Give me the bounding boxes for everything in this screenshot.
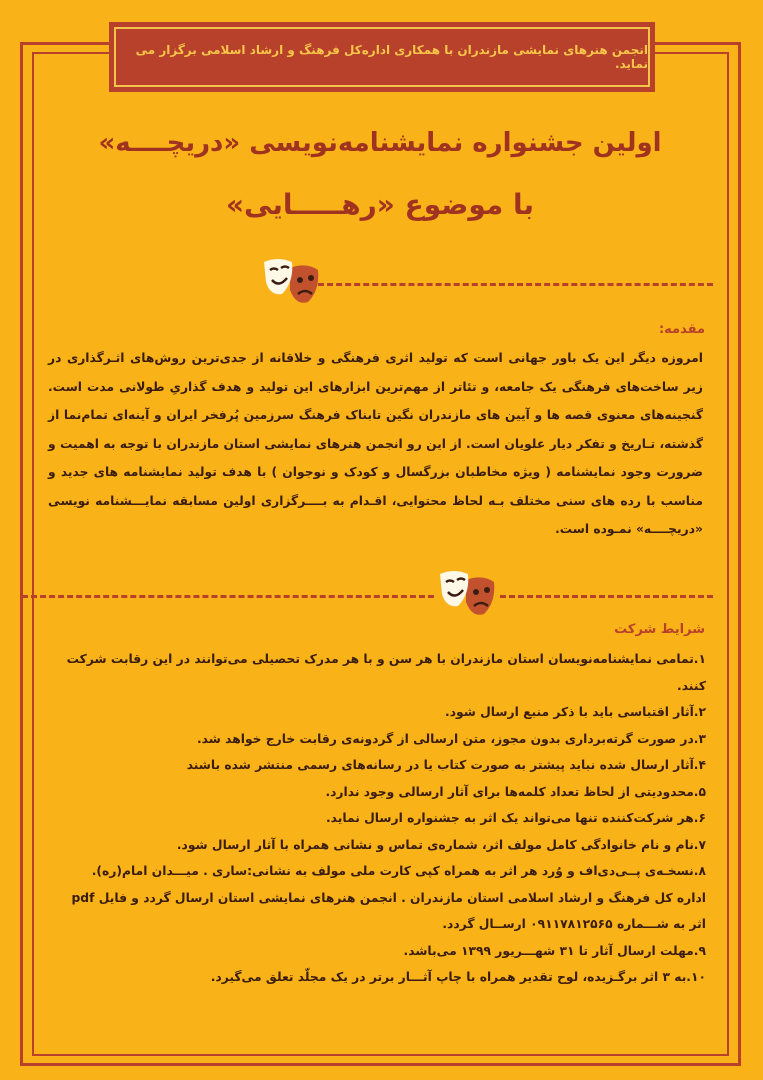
divider-1: [318, 283, 713, 286]
list-item: ۳.در صورت گرته‌برداری بدون مجوز، متن ارسالی از گردونه‌ی رقابت خارج خواهد شد.: [196, 731, 706, 746]
list-item: ۴.آثار ارسال شده نباید پیشتر به صورت کتاب یا در رسانه‌های رسمی منتشر شده باشند: [186, 758, 706, 772]
divider-2-left: [22, 595, 434, 598]
divider-2-right: [500, 595, 713, 598]
banner-text: انجمن هنرهای نمایشی مازندران با همکاری اداره‌کل فرهنگ و ارشاد اسلامی برگزار می نماید.: [114, 27, 650, 87]
list-item: ۱.تمامی نمایشنامه‌نویسان استان مازندران با هر سن و با هر مدرک تحصیلی می‌توانند در این رقابت شرکت کنند.: [66, 652, 706, 693]
list-item: ۲.آثار اقتباسی باید با ذکر منبع ارسال شود.: [445, 705, 706, 719]
list-item: ۹.مهلت ارسال آثار تا ۳۱ شهـــریور ۱۳۹۹ می‌باشد.: [403, 943, 706, 958]
conditions-label: شرایط شرکت: [614, 622, 705, 637]
list-item: ۶.هر شرکت‌کننده تنها می‌تواند یک اثر به جشنواره ارسال نماید.: [325, 811, 706, 825]
festival-title: اولین جشنواره نمایشنامه‌نویسی «دریچــــه»: [98, 128, 662, 158]
intro-paragraph: امروزه دیگر این یک باور جهانی است که تولید اثری فرهنگی و خلاقانه از جدی‌ترین روش‌های اثـرگذاری در زیر ساخت‌های فرهنگی یک جامعه، و تئاتر از مهم‌ترین ابزارهای این تولید و هدف گذاریِ طولانی مدت است. گنجینه‌های معنوی قصه ها و آیین های مازندران نگین تابناک فرهنگ سرزمین پُرفخر ایران و آینه‌ای تمام‌نما از گذشته، تـاریخ و تفکر دیار علویان است. از این رو انجمن هنرهای نمایشی استان مازندران با توجه به اهمیت و ضرورت وجود نمایشنامه ( ویژه مخاطبان بزرگسال و کودک و نوجوان ) با هدف تولید نمایشنامه های جدید و مناسب با رده های سنی مختلف بـه لحاظ محتوایی، اقـدام به بــــرگزاری اولین مسابقه نمایـــشنامه نویسی «دریچــــه» نمـوده است.: [48, 351, 703, 536]
list-item: ۵.محدودیتی از لحاظ تعداد کلمه‌ها برای آثار ارسالی وجود ندارد.: [325, 784, 706, 799]
theater-masks-icon: [260, 256, 322, 312]
header-banner: [109, 22, 655, 92]
intro-label: مقدمه:: [658, 322, 705, 337]
festival-subtitle: با موضوع «رهـــــایی»: [225, 188, 535, 221]
list-item: ۱۰.به ۳ اثر برگـزیده، لوح تقدیر همراه با چاپ آثـــار برتر در یک مجلّد تعلق می‌گیرد.: [210, 970, 706, 984]
theater-masks-icon: [436, 568, 498, 624]
list-item: ۸.نسخـه‌ی پــی‌دی‌اف و وُرد هر اثر به همراه کپی کارت ملی مولف به نشانی:ساری . میـــدان امام(ره). اداره کل فرهنگ و ارشاد اسلامی استان مازندران . انجمن هنرهای نمایشی استان ارسال گردد و فایل pdf اثر به شـــماره ۰۹۱۱۷۸۱۲۵۶۵ ارســال گردد.: [71, 864, 706, 931]
list-item: ۷.نام و نام خانوادگی کامل مولف اثر، شماره‌ی تماس و نشانی همراه با آثار ارسال شود.: [176, 837, 706, 852]
conditions-list: [60, 646, 706, 991]
